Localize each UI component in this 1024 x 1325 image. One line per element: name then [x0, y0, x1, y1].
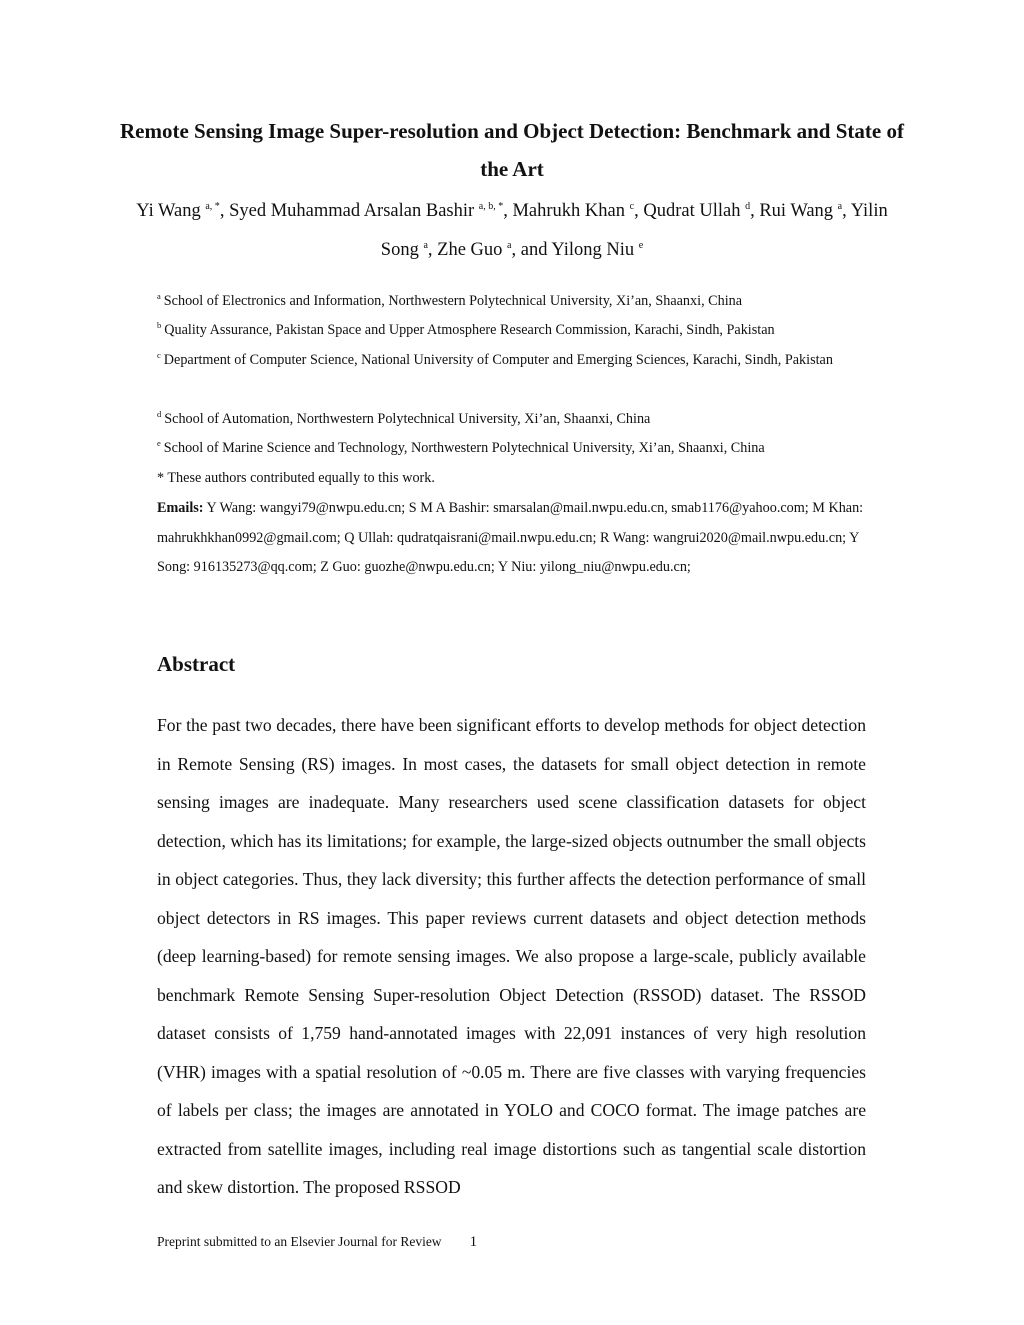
author: Qudrat Ullah $^d$ [643, 200, 751, 221]
footer [157, 1234, 477, 1251]
affiliation-e: $^e$ School of Marine Science and Technology, Northwestern Polytechnical University, Xi’an, Shaanxi, China [157, 438, 765, 456]
author: Yi Wang $^{a, *}$ [136, 200, 220, 221]
affiliation-a: $^a$ School of Electronics and Information, Northwestern Polytechnical University, Xi’an, Shaanxi, China [157, 291, 743, 309]
affiliation-c: $^c$ Department of Computer Science, National University of Computer and Emerging Sciences, Karachi, Sindh, Pakistan [157, 350, 833, 368]
affiliation-d: $^d$ School of Automation, Northwestern Polytechnical University, Xi’an, Shaanxi, China [157, 409, 651, 427]
author: Zhe Guo $^a$ [437, 239, 512, 260]
footer-text: Preprint submitted to an Elsevier Journal for Review [157, 1234, 442, 1249]
emails [157, 494, 877, 583]
author: Mahrukh Khan $^c$ [512, 200, 635, 221]
equal-contribution-note: * These authors contributed equally to this work. [157, 470, 435, 486]
page-number: 1 [469, 1234, 478, 1250]
author: Yilong Niu $^e$ [551, 239, 644, 260]
abstract-heading: Abstract [157, 652, 236, 676]
author: Yilin Song $^a$ [380, 201, 888, 260]
author-list: Yi Wang $^{a, *}$, Syed Muhammad Arsalan Bashir $^{a, b, *}$, Mahrukh Khan $^c$, Qudrat Ullah $^d$, Rui Wang $^a$, Yilin Song $^a$, Zhe Guo $^a$, and Yilong Niu $^e$ [136, 200, 888, 260]
emails-text: Y Wang: wangyi79@nwpu.edu.cn; S M A Bashir: smarsalan@mail.nwpu.edu.cn, smab1176@yahoo.com; M Khan: mahrukhkhan0992@gmail.com; Q Ullah: qudratqaisrani@mail.nwpu.edu.cn; R Wang: wangrui2020@mail.nwpu.edu.cn; Y Song: 916135273@qq.com; Z Guo: guozhe@nwpu.edu.cn; Y Niu: yilong_niu@nwpu.edu.cn; [157, 500, 864, 575]
abstract-body: For the past two decades, there have been significant efforts to develop methods for object detection in Remote Sensing (RS) images. In most cases, the datasets for small object detection in remote sensing images are inadequate. Many researchers used scene classification datasets for object detection, which has its limitations; for example, the large-sized objects outnumber the small objects in object categories. Thus, they lack diversity; this further affects the detection performance of small object detectors in RS images. This paper reviews current datasets and object detection methods (deep learning-based) for remote sensing images. We also propose a large-scale, publicly available benchmark Remote Sensing Super-resolution Object Detection (RSSOD) dataset. The RSSOD dataset consists of 1,759 hand-annotated images with 22,091 instances of very high resolution (VHR) images with a spatial resolution of ~0.05 m. There are five classes with varying frequencies of labels per class; the images are annotated in YOLO and COCO format. The image patches are extracted from satellite images, including real image distortions such as tangential scale distortion and skew distortion. The proposed RSSOD [157, 715, 866, 1197]
author: Rui Wang $^a$ [759, 200, 843, 221]
paper-title: Remote Sensing Image Super-resolution and Object Detection: Benchmark and State of the Art [120, 119, 904, 181]
author: Syed Muhammad Arsalan Bashir $^{a, b, *}$ [229, 200, 504, 221]
affiliation-b: $^b$ Quality Assurance, Pakistan Space and Upper Atmosphere Research Commission, Karachi, Sindh, Pakistan [157, 320, 775, 338]
emails-label: Emails: [157, 500, 204, 516]
